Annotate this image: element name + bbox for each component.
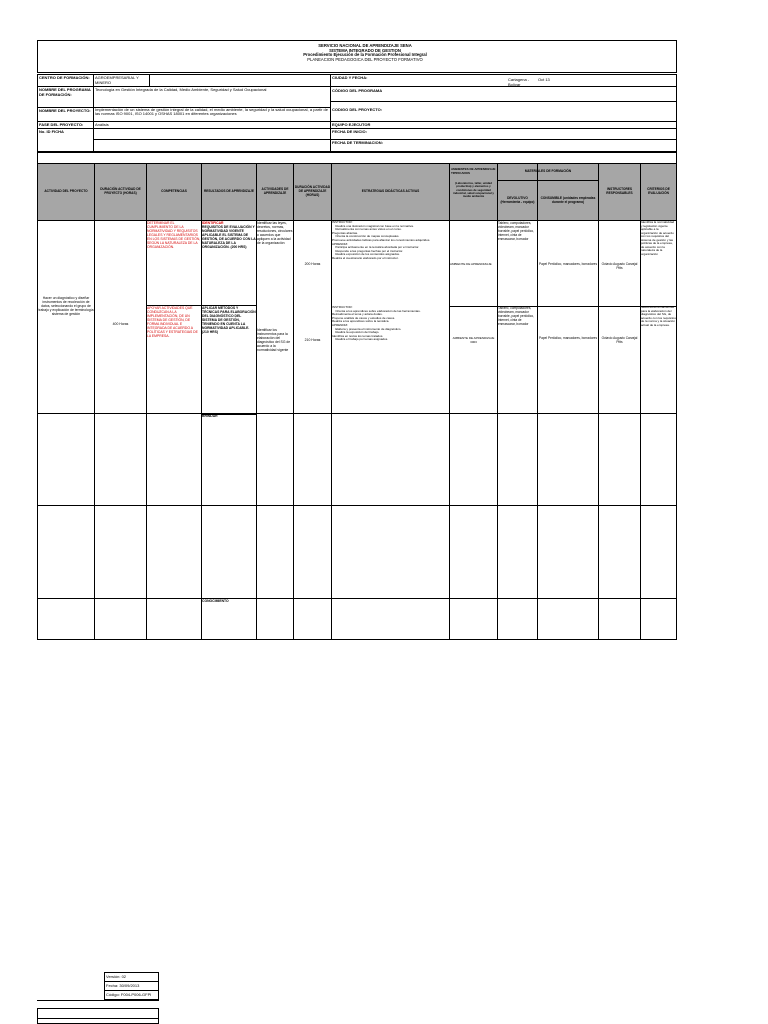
estrategia-1: INSTRUCTOR: Realiza una ilustración magistral con base en la normativa. Retroalimenta con temas antes vistos en el curso. Preguntas abiertas. Orienta la construcción de mapas conceptuales. Promueve actividades lúdicas para afianzar los conocimientos adquiridos. APRENDIZ: Participa activamente en la temática abordada por el instructor. Responde a las preguntas hechas por el instructor. Realiza exposición de los contenidos asignados. Realiza el cuestionario elaborado por el instructor. [332,220,431,260]
equipo-label: EQUIPO EJECUTOR [332,121,371,127]
footer-box-bottom [37,1008,159,1024]
header-title-line3: Procedimiento Ejecución de la Formación Profesional Integral [303,52,427,57]
header-ambientes-sub: (Laboratorios, taller, unidad productiva) y elementos y condiciones de seguridad industrial, salud ocupacional y medio ambiente [453,181,495,199]
fase-value: Análisis [95,121,109,127]
header-devolutivo: DEVOLUTIVO (Herramienta - equipo) [500,195,535,204]
programa-label: NOMBRE DEL PROGRAMA DE FORMACIÓN: [39,87,92,97]
footer-line-1 [37,1000,159,1001]
header-materiales: MATERIALES DE FORMACIÓN [524,169,572,174]
resultado-2: APLICAR MÉTODOS Y TÉCNICAS PARA ELABORACIÓN DEL DIAGNÓSTICO DEL SISTEMA DE GESTIÓN, TENIENDO EN CUENTA LA NORMATIVIDAD APLICABLE. (210 HRS) [202,306,257,334]
devolutivo-1: Tablero, computadores, videobeam, marcador borrable, papel periódico, internet, cinta de enmascarar, borrador [498,221,535,241]
ambiente-1: AMBIENTE DE APRENDIZAJE [450,262,492,266]
inicio-label: FECHA DE INICIO: [332,128,367,134]
terminacion-label: FECHA DE TERMINACION: [332,140,383,145]
activity-duration: 400 Horas [112,322,129,326]
footer-version: Versión: 02 [106,974,127,979]
header-criterios: CRITERIOS DE EVALUACIÓN [647,187,670,195]
criterio-1: Identifica la normatividad y legislación vigente aplicable a la organización de acuerdo con los requisitos del sistema de gestión y las políticas de la empresa, de acuerdo con la naturaleza de la organización [641,220,676,256]
resultado-4: CONOCIMIENTO [202,599,229,603]
ciudad-value: Cartagena - Bolívar [508,77,531,87]
ficha-label: No. ID FICHA [39,128,64,134]
competencia-1: DETERMINAR EL CUMPLIMIENTO DE LA NORMATIVIDAD Y REQUISITOS LEGALES Y REGLAMENTARIOS EN LOS SISTEMAS DE GESTIÓN, SEGÚN LA NATURALEZA DE LA ORGANIZACIÓN. [147,221,202,249]
header-ambientes: AMBIENTES DE APRENDIZAJE TIPIFICADOS [451,167,497,175]
consumible-2: Papel Periódico, marcadores, borradores [538,336,598,340]
resultado-1-highlight: IDENTIFICAR [202,221,224,225]
duracion-actividad-2: 210 Horas [304,338,321,342]
competencia-2: APOYAR ACTIVIDADES QUE CONDUZCAN A LA IMPLEMENTACIÓN, DE UN SISTEMA DE GESTIÓN, DE FORMA INDIVIDUAL E INTEGRADA DE ACUERDO A POLÍTICAS Y ESTRATEGIAS DE LA EMPRESA. [147,306,199,338]
header-duracion: DURACIÓN ACTIVIDAD DE PROYECTO (HORAS) [100,187,141,195]
resultado-1: REQUISITOS DE EVALUACIÓN Y NORMATIVIDAD VIGENTE APLICABLE EL SISTEMA DE GESTIÓN, DE ACUERDO CON LA NATURALEZA DE LA ORGANIZACIÓN. (200 HRS) [202,225,257,249]
header-title-line4: PLANEACION PEDAGOGICA DEL PROYECTO FORMATIVO [307,56,423,62]
ciudad-label: CIUDAD Y FECHA: [332,75,368,80]
resultado-3: BRINDAR [202,414,218,418]
fase-label: FASE DEL PROYECTO: [39,121,84,127]
header-competencias: COMPETENCIAS [161,189,187,194]
ambiente-2: AMBIENTE DE APRENDIZAJE 3003 [452,336,496,344]
proyecto-label: NOMBRE DEL PROYECTO: [39,108,91,113]
codigo-programa-label: CÓDIGO DEL PROGRAMA [332,88,383,93]
header-actividades: ACTIVIDADES DE APRENDIZAJE [261,187,289,195]
header-instructores: INSTRUCTORES RESPONSABLES [606,187,633,195]
header-actividad: ACTIVIDAD DEL PROYECTO [44,189,88,194]
header-title-line1: SERVICIO NACIONAL DE APRENDIZAJE SENA [318,43,412,48]
footer-fecha: Fecha: 30/09/2013 [106,983,140,988]
estrategia-2: INSTRUCTOR: Orienta a los aprendices sobre elaboración de las herramientas. Retroalimenta el tema y aclara dudas. Propone análisis de casos y estudios de casos. Realiza a los aprendices sobre la temática. APRENDIZ: Elabora y presenta el instrumento de diagnóstico. Realiza la exposición del trabajo. Identifica en textos los temas tratados. Realiza el trabajo por temas asignados. [332,305,421,342]
centro-value: AGROEMPRESARIAL Y MINERO [95,75,140,85]
header-estrategias: ESTRATEGIAS DIDÁCTICAS ACTIVAS [361,189,420,194]
consumible-1: Papel Periódico, marcadores, borradores [538,262,598,266]
codigo-proyecto-label: CODIGO DEL PROYECTO: [332,107,383,112]
header-resultados: RESULTADOS DE APRENDIZAJE [203,189,255,194]
ciudad-date: Oct 13 [538,77,550,82]
instructor-2: Octavio Augusto Carvajal Pitts [601,336,639,344]
actividad-aprendizaje-1: Identificar las leyes, decretos, normas, resoluciones, circulares o acuerdos que apliquen a la actividad de la organización [257,221,294,245]
programa-value: Tecnología en Gestión Integrada de la Calidad, Medio Ambiente, Seguridad y Salud Ocupacional [95,87,267,92]
header-duracion-act: DURACIÓN ACTIVIDAD DE APRENDIZAJE (HORAS) [294,185,331,197]
criterio-2: Selecciona herramientas para la elaboración del diagnóstico del SG, de acuerdo con los requisitos de la norma y la situación actual de la empresa. [641,305,677,327]
activity-project: Hacer un diagnóstico y diseñar instrumentos de recolección de datos, seleccionando el grupo de trabajo y explicación de terminología sistema de gestión [38,296,95,316]
proyecto-value: Implementación de un sistema de gestión integral de la calidad, el medio ambiente, la seguridad y la salud ocupacional, a partir de las normas ISO 9001, ISO 14001 y OSHAS 18001 en diferentes organizaciones [95,106,330,117]
duracion-actividad-1: 200 Horas [304,262,321,266]
devolutivo-2: Tablero, computadores, videobeam, marcador borrable, papel periódico, internet, cinta de enmascarar, borrador [498,306,535,326]
header-title-line2: SISTEMA INTEGRADO DE GESTION [329,47,401,53]
centro-label: CENTRO DE FORMACIÓN: [39,75,90,80]
footer-codigo: Código: F004-P006-GFPI [106,992,152,997]
instructor-1: Octavio Augusto Carvajal Pitts [601,262,639,270]
header-consumible: CONSUMIBLE (unidades empleadas durante el programa) [540,195,596,204]
actividad-aprendizaje-2: Identificar los instrumentos para la elaboración del diagnóstico del SG de acuerdo a la normatividad vigente [257,328,292,352]
